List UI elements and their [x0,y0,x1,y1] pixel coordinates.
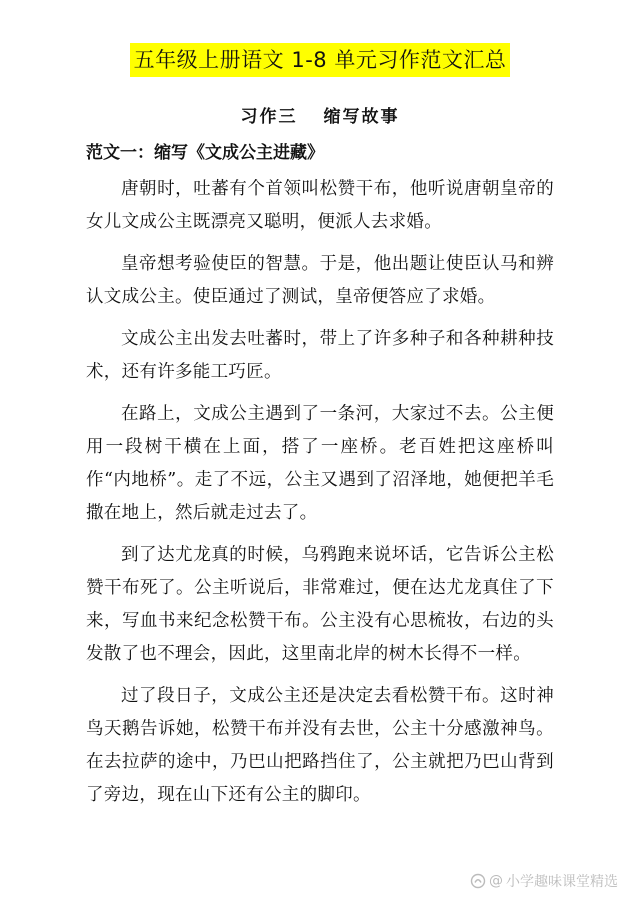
title-row [0,43,640,77]
paragraph: 过了段日子，文成公主还是决定去看松赞干布。这时神鸟天鹅告诉她，松赞干布并没有去世，公主十分感激神鸟。在去拉萨的途中，乃巴山把路挡住了，公主就把乃巴山背到了旁边，现在山下还有公主的脚印。 [86,686,554,805]
page-title: 五年级上册语文 1-8 单元习作范文汇总 [130,43,511,77]
watermark [470,871,618,891]
paragraph: 在路上，文成公主遇到了一条河，大家过不去。公主便用一段树干横在上面，搭了一座桥。老百姓把这座桥叫作“内地桥”。走了不远，公主又遇到了沼泽地，她便把羊毛撒在地上，然后就走过去了。 [86,404,554,523]
section-topic: 缩写故事 [323,107,400,127]
essay-title: 范文一：缩写《文成公主进藏》 [86,143,324,163]
section-label: 习作三 [240,107,298,127]
watermark-prefix: @ [489,873,503,889]
paragraph: 皇帝想考验使臣的智慧。于是，他出题让使臣认马和辨认文成公主。使臣通过了测试，皇帝便答应了求婚。 [86,254,554,307]
paragraph: 到了达尤龙真的时候，乌鸦跑来说坏话，它告诉公主松赞干布死了。公主听说后，非常难过，便在达尤龙真住了下来，写血书来纪念松赞干布。公主没有心思梳妆，右边的头发散了也不理会，因此，这里南北岸的树木长得不一样。 [86,545,554,664]
paragraph: 文成公主出发去吐蕃时，带上了许多种子和各种耕种技术，还有许多能工巧匠。 [86,329,554,382]
watermark-logo-icon [470,873,486,889]
paragraph: 唐朝时，吐蕃有个首领叫松赞干布，他听说唐朝皇帝的女儿文成公主既漂亮又聪明，便派人去求婚。 [86,179,554,232]
section-heading [0,103,640,131]
essay-body [86,173,554,821]
watermark-text: 小学趣味课堂精选 [506,874,618,890]
